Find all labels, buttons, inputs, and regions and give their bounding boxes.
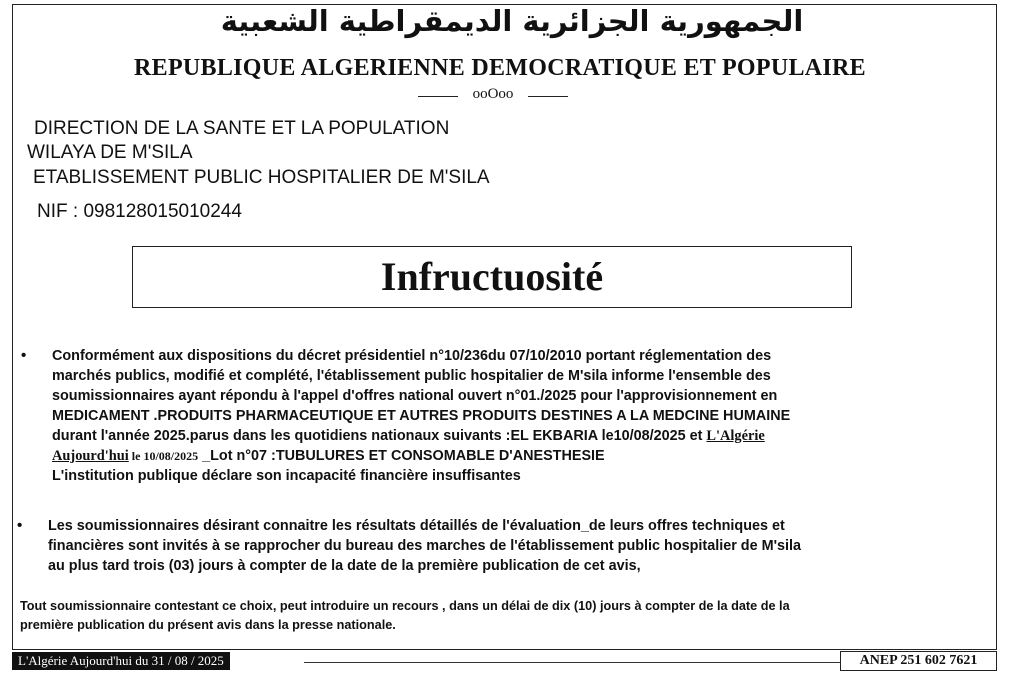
anep-reference: ANEP 251 602 7621: [840, 651, 997, 671]
publication-footer: L'Algérie Aujourd'hui du 31 / 08 / 2025: [12, 652, 230, 670]
paragraph-1-line-2: marchés publics, modifié et complété, l'établissement public hospitalier de M'sila informe l'ensemble des: [52, 368, 771, 384]
paragraph-2-bullet: •: [17, 517, 23, 534]
lot-description: _Lot n°07 :TUBULURES ET CONSOMABLE D'ANESTHESIE: [198, 448, 605, 464]
paragraph-3-line-1: Tout soumissionnaire contestant ce choix, peut introduire un recours , dans un délai de dix (10) jours à compter de la date de la: [20, 599, 790, 613]
publication-text: durant l'année 2025.parus dans les quotidiens nationaux suivants :EL EKBARIA le10/08/2025 et: [52, 428, 707, 444]
paragraph-1-line-4: MEDICAMENT .PRODUITS PHARMACEUTIQUE ET AUTRES PRODUITS DESTINES A LA MEDCINE HUMAINE: [52, 408, 791, 424]
paragraph-1-line-7: L'institution publique déclare son incapacité financière insuffisantes: [52, 468, 521, 484]
newspaper-date: le 10/08/2025: [128, 449, 199, 463]
paragraph-3-line-2: première publication du présent avis dans la presse nationale.: [20, 618, 396, 632]
paragraph-1-line-3: soumissionnaires ayant répondu à l'appel d'offres national ouvert n°01./2025 pour l'approvisionnement en: [52, 388, 778, 404]
newspaper-name-part-2: Aujourd'hui: [52, 448, 129, 464]
paragraph-1-line-1: Conformément aux dispositions du décret présidentiel n°10/236du 07/10/2010 portant réglementation des: [52, 348, 772, 364]
paragraph-1: [52, 346, 980, 486]
paragraph-1-line-6: [52, 446, 980, 466]
paragraph-2-line-1: Les soumissionnaires désirant connaitre les résultats détaillés de l'évaluation_de leurs offres techniques et: [48, 518, 785, 534]
arabic-title: الجمهورية الجزائرية الديمقراطية الشعبية: [220, 4, 804, 38]
paragraph-1-line-5: [52, 426, 980, 446]
direction-line: DIRECTION DE LA SANTE ET LA POPULATION: [34, 118, 450, 139]
republic-title: REPUBLIQUE ALGERIENNE DEMOCRATIQUE ET POPULAIRE: [134, 55, 866, 81]
paragraph-3: [20, 597, 982, 635]
establishment-line: ETABLISSEMENT PUBLIC HOSPITALIER DE M'SILA: [33, 167, 490, 188]
nif-line: NIF : 098128015010244: [37, 201, 242, 222]
paragraph-2-line-3: au plus tard trois (03) jours à compter de la date de la première publication de cet avis,: [48, 558, 641, 574]
paragraph-2-line-2: financières sont invités à se rapprocher du bureau des marches de l'établissement public hospitalier de M'sila: [48, 538, 802, 554]
paragraph-2: [48, 516, 982, 576]
notice-title: Infructuosité: [132, 246, 852, 308]
wilaya-line: WILAYA DE M'SILA: [27, 142, 193, 163]
newspaper-name-part-1: L'Algérie: [706, 428, 765, 444]
footer-rule: [304, 662, 840, 663]
paragraph-1-bullet: •: [21, 347, 27, 364]
title-separator: ooOoo: [418, 86, 568, 103]
